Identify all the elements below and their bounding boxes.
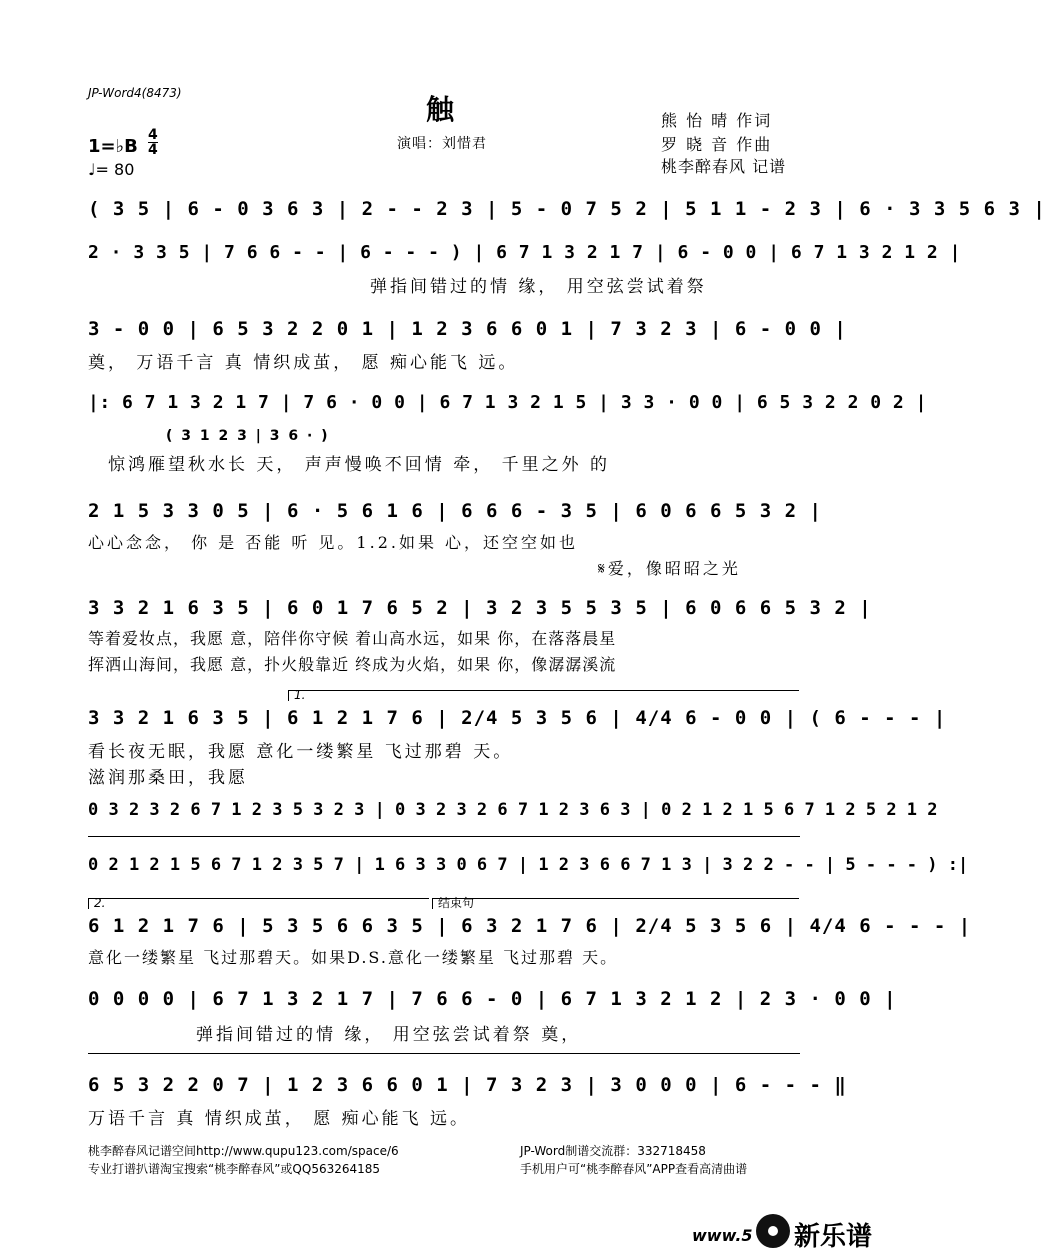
lyric-row-3: 奠， 万语千言 真 情织成茧， 愿 痴心能飞 远。 [88, 353, 519, 373]
lyric-row-6b: 挥洒山海间，我愿 意，扑火般靠近 终成为火焰，如果 你，像潺潺溪流 [88, 655, 617, 674]
score-row-2: 2 · 3 3 5 | 7 6 6 - - | 6 - - - ) | 6 7 1 3 2 1 7 | 6 - 0 0 | 6 7 1 3 2 1 2 | [88, 242, 961, 263]
score-row-10: 6 1 2 1 7 6 | 5 3 5 6 6 3 5 | 6 3 2 1 7 6 | 2/4 5 3 5 6 | 4/4 6 - - - | [88, 915, 972, 937]
second-ending-label: 2. [94, 896, 106, 910]
coda-bracket [432, 898, 799, 909]
footer-left-2: 专业打谱扒谱淘宝搜索“桃李醉春风”或QQ563264185 [88, 1162, 381, 1176]
score-row-12: 6 5 3 2 2 0 7 | 1 2 3 6 6 0 1 | 7 3 2 3 | 3 0 0 0 | 6 - - - ‖ [88, 1074, 847, 1096]
lyric-row-4: 惊鸿雁望秋水长 天， 声声慢唤不回情 牵， 千里之外 的 [108, 455, 611, 475]
site-logo-text: 新乐谱 [794, 1222, 873, 1252]
score-row-7: 3 3 2 1 6 3 5 | 6 1 2 1 7 6 | 2/4 5 3 5 6 | 4/4 6 - 0 0 | ( 6 - - - | [88, 707, 947, 729]
vinyl-logo-icon [756, 1214, 790, 1248]
score-row-4: |: 6 7 1 3 2 1 7 | 7 6 · 0 0 | 6 7 1 3 2 1 5 | 3 3 · 0 0 | 6 5 3 2 2 0 2 | [88, 392, 927, 413]
first-ending-label: 1. [294, 688, 306, 702]
lyric-row-2: 弹指间错过的情 缘， 用空弦尝试着祭 [370, 277, 707, 297]
tempo-mark: ♩= 80 [88, 160, 135, 179]
key-signature: 1=♭B [88, 136, 138, 157]
lyric-row-10: 意化一缕繁星 飞过那碧天。如果D.S.意化一缕繁星 飞过那碧 天。 [88, 948, 619, 967]
singer-credit: 演唱：刘惜君 [397, 136, 487, 152]
second-ending-bracket [88, 898, 429, 909]
alt-notes-row-4: ( 3 1 2 3 | 3 6 · ) [166, 428, 330, 444]
software-label: JP-Word4(8473) [88, 86, 182, 100]
staff-divider [88, 836, 800, 837]
footer-right-1: JP-Word制谱交流群：332718458 [520, 1144, 706, 1158]
song-title: 触 [426, 93, 455, 126]
lyric-row-12: 万语千言 真 情织成茧， 愿 痴心能飞 远。 [88, 1109, 471, 1129]
watermark-url: www.5 [692, 1226, 753, 1245]
score-row-9: 0 2 1 2 1 5 6 7 1 2 3 5 7 | 1 6 3 3 0 6 7 | 1 2 3 6 6 7 1 3 | 3 2 2 - - | 5 - - - ) :| [88, 855, 969, 875]
transcriber-credit: 桃李醉春风 记谱 [661, 157, 787, 176]
lyricist-credit: 熊 怡 晴 作词 [661, 111, 773, 130]
lyric-row-5a: 心心念念， 你 是 否能 听 见。1.2.如果 心，还空空如也 [88, 533, 579, 552]
footer-right-2: 手机用户可“桃李醉春风”APP查看高清曲谱 [520, 1162, 748, 1176]
staff-divider-2 [88, 1053, 800, 1054]
lyric-row-11: 弹指间错过的情 缘， 用空弦尝试着祭 奠， [196, 1025, 582, 1045]
score-row-5: 2 1 5 3 3 0 5 | 6 · 5 6 1 6 | 6 6 6 - 3 5 | 6 0 6 6 5 3 2 | [88, 500, 822, 522]
footer-left-1: 桃李醉春风记谱空间http://www.qupu123.com/space/6 [88, 1144, 399, 1158]
score-row-3: 3 - 0 0 | 6 5 3 2 2 0 1 | 1 2 3 6 6 0 1 | 7 3 2 3 | 6 - 0 0 | [88, 318, 847, 340]
score-row-8: 0 3 2 3 2 6 7 1 2 3 5 3 2 3 | 0 3 2 3 2 6 7 1 2 3 6 3 | 0 2 1 2 1 5 6 7 1 2 5 2 1 2 [88, 800, 938, 820]
lyric-row-5b: 𝄋爱，像昭昭之光 [598, 559, 741, 578]
lyric-row-7a: 看长夜无眠，我愿 意化一缕繁星 飞过那碧 天。 [88, 742, 514, 762]
lyric-row-7b: 滋润那桑田，我愿 [88, 768, 248, 788]
lyric-row-6a: 等着爱妆点，我愿 意，陪伴你守候 着山高水远，如果 你，在落落晨星 [88, 629, 617, 648]
time-signature: 4 4 [148, 127, 158, 158]
coda-label: 结束句 [438, 896, 475, 910]
composer-credit: 罗 晓 音 作曲 [661, 135, 773, 154]
score-row-6: 3 3 2 1 6 3 5 | 6 0 1 7 6 5 2 | 3 2 3 5 5 3 5 | 6 0 6 6 5 3 2 | [88, 597, 872, 619]
score-row-1: ( 3 5 | 6 - 0 3 6 3 | 2 - - 2 3 | 5 - 0 7 5 2 | 5 1 1 - 2 3 | 6 · 3 3 5 6 3 | [88, 198, 1046, 220]
first-ending-bracket [288, 690, 799, 701]
score-row-11: 0 0 0 0 | 6 7 1 3 2 1 7 | 7 6 6 - 0 | 6 7 1 3 2 1 2 | 2 3 · 0 0 | [88, 988, 897, 1010]
